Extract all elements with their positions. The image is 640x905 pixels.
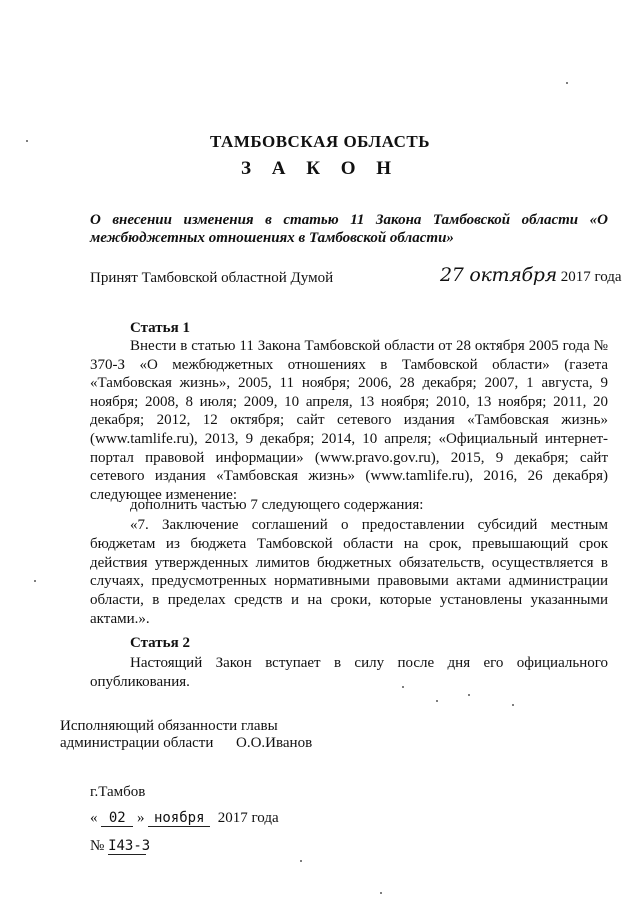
article-1-text [90, 337, 608, 504]
date-close-quote: » [137, 810, 145, 826]
part-7-text: «7. Заключение соглашений о предоставлении субсидий местным бюджетам из бюджета Тамбовской области на срок, превышающий срок действия утвержденных лимитов бюджетных обязательств, осуществляется в случаях, предусмотренных нормативными правовыми актами администрации области, в пределах средств и на сроки, которые установлены указанными актами.». [90, 517, 608, 627]
adopted-by-text: Принят Тамбовской областной Думой [90, 270, 334, 286]
scan-speck [300, 860, 302, 862]
date-day-field: 02 [101, 810, 133, 827]
article-2-text [90, 654, 608, 691]
adoption-date [440, 264, 622, 286]
article-1-heading: Статья 1 [130, 320, 190, 336]
region-heading: ТАМБОВСКАЯ ОБЛАСТЬ [210, 132, 430, 151]
registration-number [90, 838, 151, 855]
adoption-year: 2017 года [560, 269, 622, 285]
law-title: О внесении изменения в статью 11 Закона Тамбовской области «О межбюджетных отношениях в Тамбовской области» [90, 212, 608, 246]
scan-speck [380, 892, 382, 894]
article-1-amendment-intro: дополнить частью 7 следующего содержания: [130, 497, 424, 513]
article-1-body: Внести в статью 11 Закона Тамбовской области от 28 октября 2005 года № 370-З «О межбюджетных отношениях в Тамбовской области» (газета «Тамбовская жизнь», 2005, 11 ноября; 2006, 28 декабря; 2007, 1 августа, 9 ноября; 2008, 8 июля; 2009, 10 апреля, 13 ноября; 2010, 13 ноября; 2011, 20 декабря; 2012, 12 октября; сайт сетевого издания «Тамбовская жизнь» (www.tamlife.ru), 2013, 9 декабря; 2014, 10 апреля; «Официальный интернет-портал правовой информации» (www.pravo.gov.ru), 2015, 9 декабря; сайт сетевого издания «Тамбовская жизнь» (www.tamlife.ru), 2016, 26 декабря) следующее изменение: [90, 338, 608, 503]
document-type-heading: З А К О Н [240, 158, 400, 179]
signer-name: О.О.Иванов [236, 735, 313, 751]
number-sign: № [90, 838, 105, 854]
number-main: I43 [108, 838, 134, 854]
article-1-part-7 [90, 516, 608, 629]
scan-speck [34, 580, 36, 582]
signer-position-text: Исполняющий обязанности главы администрации области [60, 718, 278, 751]
article-2-heading: Статья 2 [130, 635, 190, 651]
scan-speck [512, 704, 514, 706]
scan-speck [26, 140, 28, 142]
signing-date [90, 810, 279, 827]
number-field [108, 838, 151, 855]
date-month-field: ноября [148, 810, 210, 827]
city: г.Тамбов [90, 784, 146, 800]
date-open-quote: « [90, 810, 98, 826]
scan-speck [468, 694, 470, 696]
scan-speck [402, 686, 404, 688]
scan-speck [436, 700, 438, 702]
date-year: 2017 года [217, 810, 279, 826]
article-2-body: Настоящий Закон вступает в силу после дня его официального опубликования. [90, 655, 608, 690]
scan-speck [566, 82, 568, 84]
number-suffix: -З [133, 838, 151, 854]
handwritten-date: 27 октября [440, 264, 557, 286]
